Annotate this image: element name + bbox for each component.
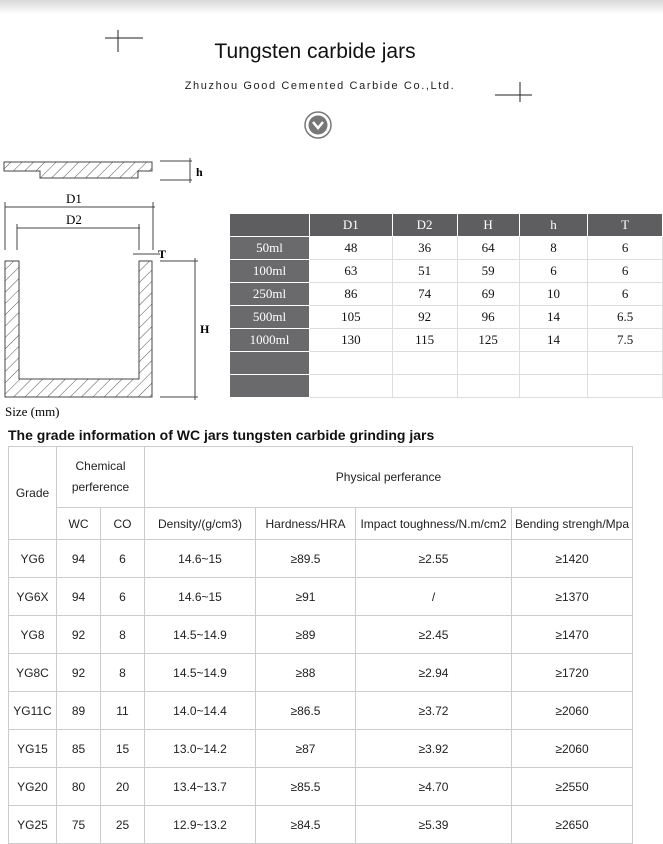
grade-cell: ≥1720 [512, 654, 633, 692]
grade-cell: ≥91 [256, 578, 356, 616]
dimension-row [230, 375, 663, 398]
dimension-cell: 130 [310, 329, 393, 352]
dimension-cell: 125 [457, 329, 519, 352]
grade-cell: YG11C [9, 692, 57, 730]
dimension-cell [310, 352, 393, 375]
dimension-cell [519, 375, 588, 398]
grade-cell: 25 [101, 806, 145, 844]
dimension-cell: 6 [519, 260, 588, 283]
grade-cell: ≥89 [256, 616, 356, 654]
header-cell: D1 [310, 214, 393, 237]
dimension-table [229, 213, 663, 398]
capacity-label: 1000ml [230, 329, 310, 352]
col-header: Impact toughness/N.m/cm2 [356, 508, 512, 540]
dimension-cell [457, 352, 519, 375]
dimension-cell [392, 375, 457, 398]
grade-cell: ≥5.39 [356, 806, 512, 844]
col-header: Density/(g/cm3) [145, 508, 256, 540]
header-cell: T [588, 214, 663, 237]
grade-cell: YG8 [9, 616, 57, 654]
grade-cell: ≥85.5 [256, 768, 356, 806]
dimension-row [230, 260, 663, 283]
grade-cell: YG6X [9, 578, 57, 616]
dimension-cell [588, 352, 663, 375]
section-heading: The grade information of WC jars tungsten carbide grinding jars [8, 427, 435, 443]
capacity-label [230, 352, 310, 375]
grade-cell: ≥2550 [512, 768, 633, 806]
grade-cell: 14.5~14.9 [145, 654, 256, 692]
grade-cell: ≥2.55 [356, 540, 512, 578]
capacity-label: 500ml [230, 306, 310, 329]
grade-cell: 15 [101, 730, 145, 768]
grade-row [9, 806, 633, 844]
dimension-cell: 105 [310, 306, 393, 329]
dimension-cell: 59 [457, 260, 519, 283]
page-title: Tungsten carbide jars [214, 40, 416, 63]
chevron-down-icon[interactable] [303, 110, 333, 140]
chemical-header: Chemical perference [57, 447, 145, 508]
dimension-cell [457, 375, 519, 398]
dimension-cell: 6.5 [588, 306, 663, 329]
dimension-row [230, 237, 663, 260]
grade-cell: ≥2650 [512, 806, 633, 844]
corner-cell [230, 214, 310, 237]
col-header: WC [57, 508, 101, 540]
grade-cell: ≥1420 [512, 540, 633, 578]
grade-cell: 6 [101, 578, 145, 616]
col-header: CO [101, 508, 145, 540]
grade-cell: 89 [57, 692, 101, 730]
dimension-cell: 7.5 [588, 329, 663, 352]
dimension-cell: 36 [392, 237, 457, 260]
grade-cell: YG8C [9, 654, 57, 692]
grade-cell: 80 [57, 768, 101, 806]
dimension-cell: 14 [519, 306, 588, 329]
dimension-cell: 69 [457, 283, 519, 306]
grade-row [9, 616, 633, 654]
grade-cell: 11 [101, 692, 145, 730]
grade-cell: ≥1470 [512, 616, 633, 654]
grade-cell: YG20 [9, 768, 57, 806]
grade-cell: ≥4.70 [356, 768, 512, 806]
header-cell: D2 [392, 214, 457, 237]
grade-cell: 92 [57, 654, 101, 692]
grade-cell: ≥86.5 [256, 692, 356, 730]
dimension-cell [519, 352, 588, 375]
grade-cell: ≥2060 [512, 692, 633, 730]
grade-cell: 8 [101, 616, 145, 654]
grade-header: Grade [9, 447, 57, 540]
dimension-row [230, 329, 663, 352]
dimension-cell: 51 [392, 260, 457, 283]
grade-table [8, 446, 633, 844]
grade-cell: ≥2.94 [356, 654, 512, 692]
dimension-cell: 6 [588, 260, 663, 283]
dimension-cell: 74 [392, 283, 457, 306]
dimension-cell [392, 352, 457, 375]
grade-cell: YG15 [9, 730, 57, 768]
dimension-cell: 48 [310, 237, 393, 260]
label-h-big: H [200, 322, 210, 336]
grade-cell: 13.0~14.2 [145, 730, 256, 768]
grade-cell: 6 [101, 540, 145, 578]
dimension-cell: 63 [310, 260, 393, 283]
header-cell: H [457, 214, 519, 237]
grade-cell: YG25 [9, 806, 57, 844]
grade-row [9, 692, 633, 730]
grade-cell: YG6 [9, 540, 57, 578]
dimension-cell: 6 [588, 283, 663, 306]
company-subtitle: Zhuzhou Good Cemented Carbide Co.,Ltd. [184, 80, 456, 92]
grade-row [9, 768, 633, 806]
grade-cell: ≥3.92 [356, 730, 512, 768]
label-t: T [158, 247, 167, 261]
grade-cell: 94 [57, 578, 101, 616]
dimension-cell: 6 [588, 237, 663, 260]
capacity-label [230, 375, 310, 398]
dimension-cell: 8 [519, 237, 588, 260]
grade-row [9, 540, 633, 578]
grade-cell: 12.9~13.2 [145, 806, 256, 844]
dimension-row [230, 306, 663, 329]
grade-cell: ≥88 [256, 654, 356, 692]
grade-cell: 13.4~13.7 [145, 768, 256, 806]
dimension-cell [588, 375, 663, 398]
grade-cell: 14.6~15 [145, 540, 256, 578]
grade-cell: 92 [57, 616, 101, 654]
grade-cell: 8 [101, 654, 145, 692]
header-cell: h [519, 214, 588, 237]
col-header: Bending strengh/Mpa [512, 508, 633, 540]
grade-cell: ≥2.45 [356, 616, 512, 654]
col-header: Hardness/HRA [256, 508, 356, 540]
capacity-label: 50ml [230, 237, 310, 260]
capacity-label: 100ml [230, 260, 310, 283]
grade-cell: 75 [57, 806, 101, 844]
dimension-row [230, 352, 663, 375]
grade-cell: / [356, 578, 512, 616]
grade-cell: 14.5~14.9 [145, 616, 256, 654]
dimension-cell [310, 375, 393, 398]
size-label: Size (mm) [5, 404, 60, 419]
label-d1: D1 [66, 191, 82, 206]
grade-cell: 85 [57, 730, 101, 768]
grade-cell: ≥89.5 [256, 540, 356, 578]
dimension-cell: 96 [457, 306, 519, 329]
dimension-cell: 10 [519, 283, 588, 306]
dimension-cell: 92 [392, 306, 457, 329]
grade-cell: 20 [101, 768, 145, 806]
grade-cell: 14.0~14.4 [145, 692, 256, 730]
dimension-cell: 64 [457, 237, 519, 260]
grade-cell: ≥1370 [512, 578, 633, 616]
grade-cell: ≥2060 [512, 730, 633, 768]
grade-cell: ≥87 [256, 730, 356, 768]
jar-diagram [0, 150, 228, 410]
grade-cell: 94 [57, 540, 101, 578]
dimension-cell: 115 [392, 329, 457, 352]
dimension-row [230, 283, 663, 306]
label-d2: D2 [66, 212, 82, 227]
capacity-label: 250ml [230, 283, 310, 306]
dimension-cell: 86 [310, 283, 393, 306]
physical-header: Physical perferance [145, 447, 633, 508]
grade-cell: ≥84.5 [256, 806, 356, 844]
label-h-small: h [196, 165, 203, 179]
dimension-cell: 14 [519, 329, 588, 352]
grade-cell: 14.6~15 [145, 578, 256, 616]
grade-row [9, 654, 633, 692]
grade-row [9, 730, 633, 768]
grade-cell: ≥3.72 [356, 692, 512, 730]
grade-row [9, 578, 633, 616]
